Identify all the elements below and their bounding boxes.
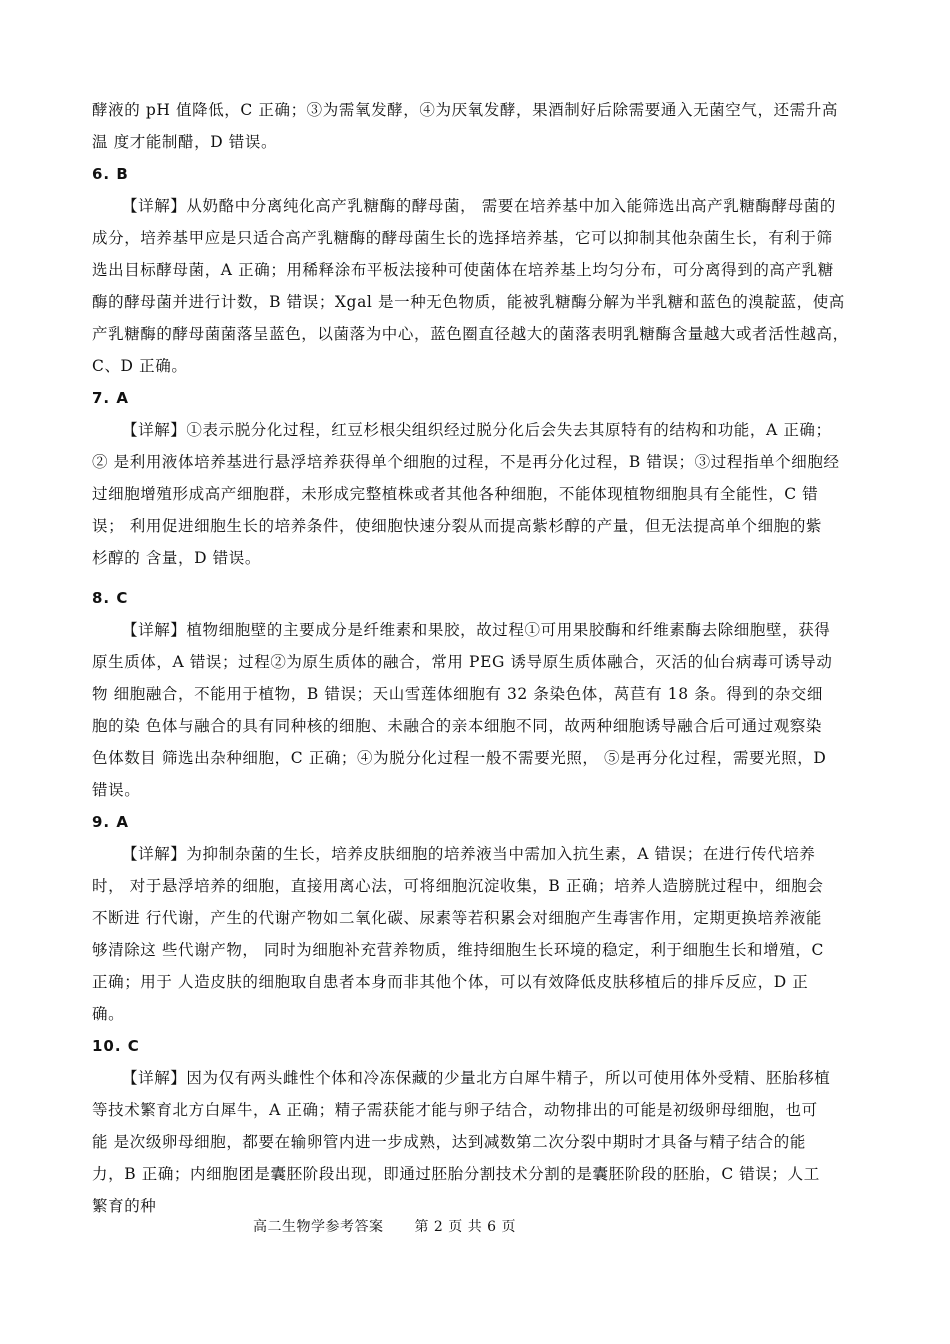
explanation-line: 【详解】①表示脱分化过程，红豆杉根尖组织经过脱分化后会失去其原特有的结构和功能，A 正确； — [122, 421, 832, 439]
explanation-line: 错误。 — [92, 781, 141, 799]
explanation-line: 正确；用于 人造皮肤的细胞取自患者本身而非其他个体，可以有效降低皮肤移植后的排斥反应，D 正 — [92, 973, 809, 991]
explanation-line: 【详解】因为仅有两头雌性个体和冷冻保藏的少量北方白犀牛精子，所以可使用体外受精、胚胎移植 — [122, 1069, 831, 1087]
explanation-line: C、D 正确。 — [92, 357, 188, 375]
page-footer — [253, 1216, 516, 1236]
intro-line: 温 度才能制醋，D 错误。 — [92, 133, 278, 151]
document-body — [92, 94, 864, 1222]
explanation-line: 酶的酵母菌并进行计数，B 错误；Xgal 是一种无色物质，能被乳糖酶分解为半乳糖和蓝色的溴靛蓝，使高 — [92, 293, 845, 311]
explanation-line: 色体数目 筛选出杂种细胞，C 正确；④为脱分化过程一般不需要光照， ⑤是再分化过程，需要光照，D — [92, 749, 827, 767]
footer-title: 高二生物学参考答案 — [253, 1219, 384, 1235]
answer-heading-7: 7. A — [92, 389, 129, 407]
explanation-line: 繁育的种 — [92, 1197, 157, 1215]
page-number: 第 2 页 共 6 页 — [414, 1219, 517, 1235]
explanation-line: 杉醇的 含量，D 错误。 — [92, 549, 261, 567]
explanation-line: 【详解】从奶酪中分离纯化高产乳糖酶的酵母菌， 需要在培养基中加入能筛选出高产乳糖酶酵母菌的 — [122, 197, 836, 215]
explanation-line: 够清除这 些代谢产物， 同时为细胞补充营养物质，维持细胞生长环境的稳定，利于细胞生长和增殖，C — [92, 941, 824, 959]
explanation-line: 能 是次级卵母细胞，都要在输卵管内进一步成熟，达到减数第二次分裂中期时才具备与精子结合的能 — [92, 1133, 806, 1151]
paragraph-gap — [92, 574, 864, 582]
explanation-line: 时， 对于悬浮培养的细胞，直接用离心法，可将细胞沉淀收集，B 正确；培养人造膀胱过程中，细胞会 — [92, 877, 824, 895]
explanation-line: 等技术繁育北方白犀牛，A 正确；精子需获能才能与卵子结合，动物排出的可能是初级卵母细胞，也可 — [92, 1101, 818, 1119]
explanation-line: 胞的染 色体与融合的具有同种核的细胞、未融合的亲本细胞不同，故两种细胞诱导融合后可通过观察染 — [92, 717, 823, 735]
explanation-line: 【详解】植物细胞壁的主要成分是纤维素和果胶，故过程①可用果胶酶和纤维素酶去除细胞壁，获得 — [122, 621, 831, 639]
explanation-line: 成分，培养基甲应是只适合高产乳糖酶的酵母菌生长的选择培养基，它可以抑制其他杂菌生长，有利于筛 — [92, 229, 833, 247]
intro-line: 酵液的 pH 值降低，C 正确；③为需氧发酵，④为厌氧发酵，果酒制好后除需要通入无菌空气，还需升高 — [92, 101, 838, 119]
explanation-line: 产乳糖酶的酵母菌菌落呈蓝色，以菌落为中心，蓝色圈直径越大的菌落表明乳糖酶含量越大或者活性越高， — [92, 325, 849, 343]
explanation-line: 【详解】为抑制杂菌的生长，培养皮肤细胞的培养液当中需加入抗生素，A 错误；在进行传代培养 — [122, 845, 816, 863]
explanation-line: ② 是利用液体培养基进行悬浮培养获得单个细胞的过程，不是再分化过程，B 错误；③过程指单个细胞经 — [92, 453, 840, 471]
explanation-line: 物 细胞融合，不能用于植物，B 错误；天山雪莲体细胞有 32 条染色体，莴苣有 18 条。得到的杂交细 — [92, 685, 824, 703]
explanation-line: 不断进 行代谢，产生的代谢产物如二氧化碳、尿素等若积累会对细胞产生毒害作用，定期更换培养液能 — [92, 909, 823, 927]
answer-heading-10: 10. C — [92, 1037, 140, 1055]
explanation-line: 过细胞增殖形成高产细胞群，未形成完整植株或者其他各种细胞，不能体现植物细胞具有全能性，C 错 — [92, 485, 819, 503]
explanation-line: 确。 — [92, 1005, 125, 1023]
explanation-line: 原生质体，A 错误；过程②为原生质体的融合，常用 PEG 诱导原生质体融合，灭活的仙台病毒可诱导动 — [92, 653, 833, 671]
explanation-line: 力，B 正确；内细胞团是囊胚阶段出现，即通过胚胎分割技术分割的是囊胚阶段的胚胎，C 错误；人工 — [92, 1165, 820, 1183]
explanation-line: 误； 利用促进细胞生长的培养条件，使细胞快速分裂从而提高紫杉醇的产量，但无法提高单个细胞的紫 — [92, 517, 823, 535]
answer-heading-6: 6. B — [92, 165, 129, 183]
answer-heading-8: 8. C — [92, 589, 129, 607]
explanation-line: 选出目标酵母菌，A 正确；用稀释涂布平板法接种可使菌体在培养基上均匀分布，可分离得到的高产乳糖 — [92, 261, 834, 279]
answer-heading-9: 9. A — [92, 813, 129, 831]
